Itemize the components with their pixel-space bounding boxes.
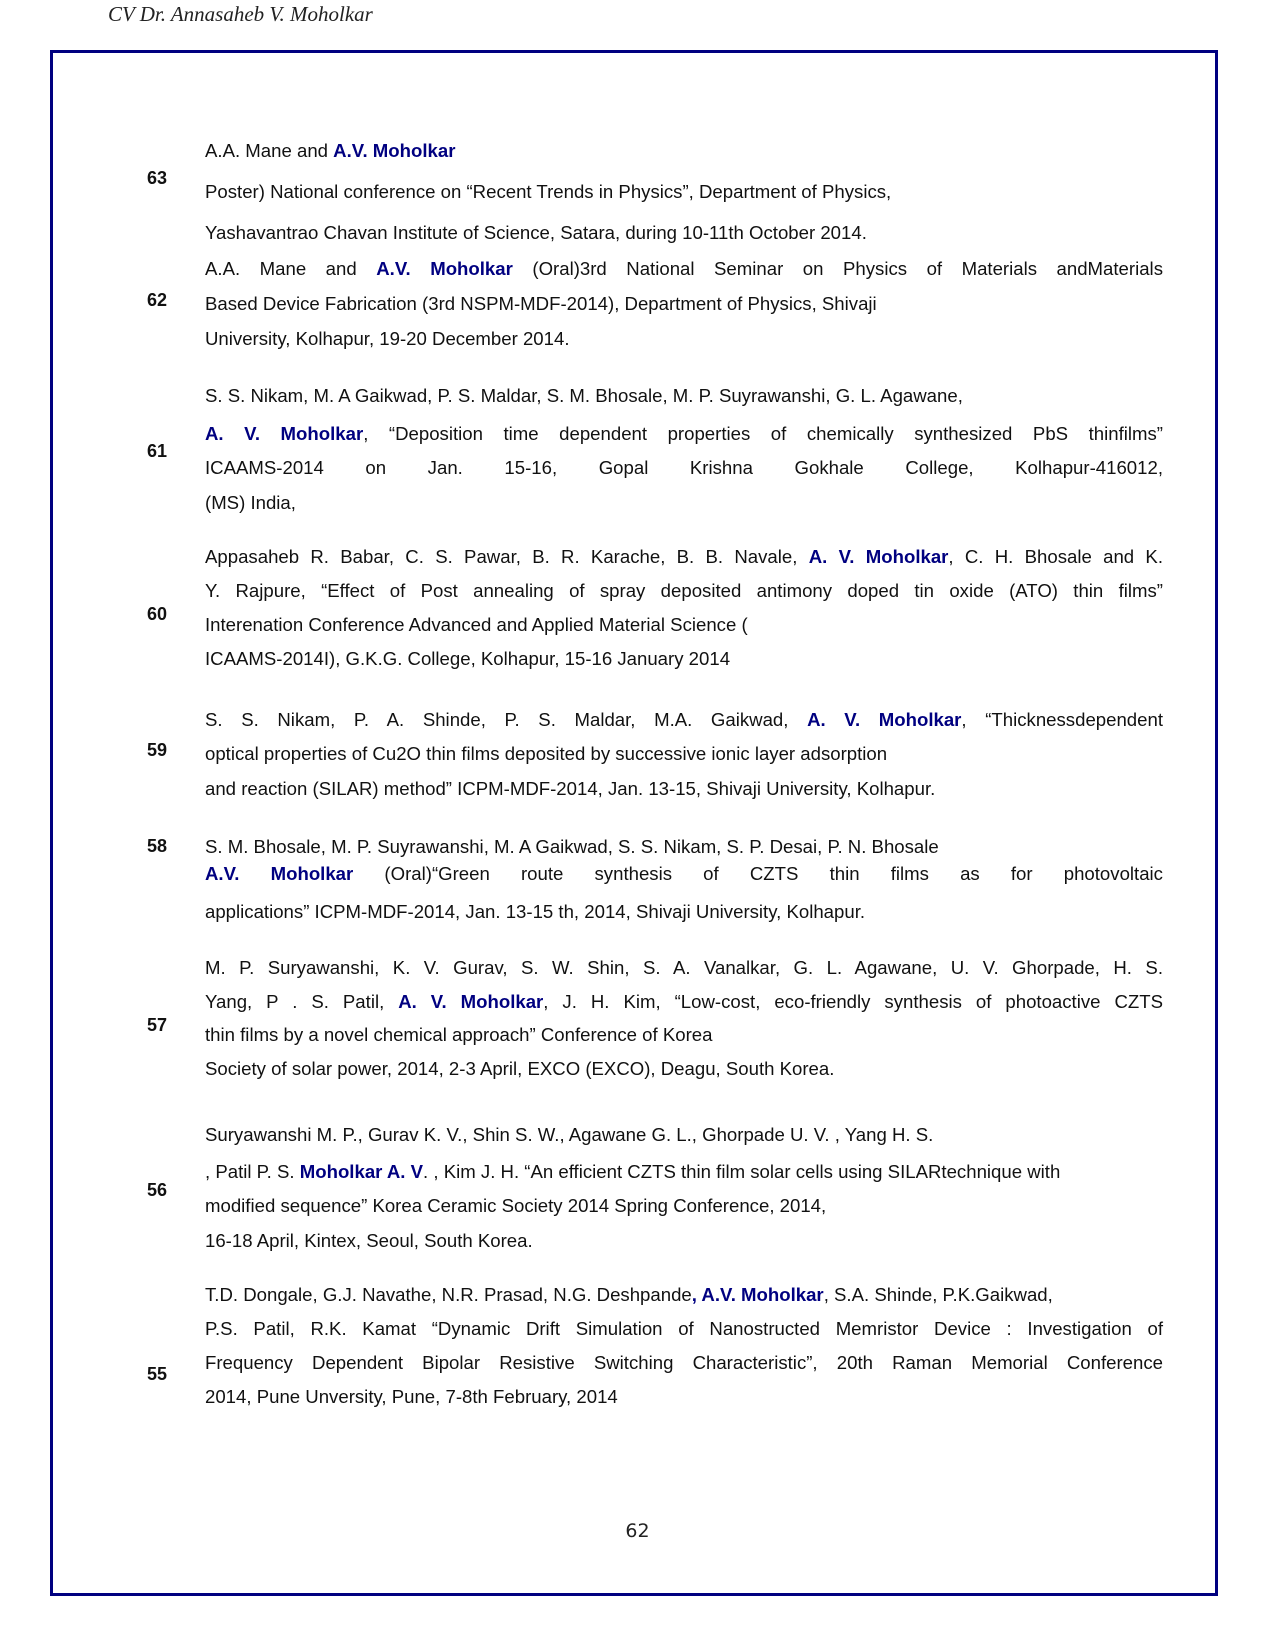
highlighted-author: A.V. Moholkar	[333, 140, 456, 161]
entry-line	[205, 546, 1163, 568]
highlighted-author: A. V. Moholkar	[398, 991, 544, 1012]
entry-line	[205, 709, 1163, 731]
entry-text: , “Deposition time dependent properties of chemically synthesized PbS thinfilms”	[363, 423, 1163, 444]
entry-line	[205, 385, 963, 407]
entry-text: Appasaheb R. Babar, C. S. Pawar, B. R. Karache, B. B. Navale,	[205, 546, 809, 567]
highlighted-author: A.V. Moholkar	[376, 258, 513, 279]
entry-number: 59	[147, 740, 168, 760]
entry-text: 16-18 April, Kintex, Seoul, South Korea.	[205, 1230, 533, 1251]
entry-line	[205, 1230, 533, 1252]
entry-text: (MS) India,	[205, 492, 296, 513]
entry-line	[205, 457, 1163, 479]
entry-line	[205, 1284, 1053, 1306]
entry-text: 2014, Pune Unversity, Pune, 7-8th February, 2014	[205, 1386, 618, 1407]
entry-text: (Oral)3rd National Seminar on Physics of Materials andMaterials	[512, 258, 1163, 279]
entry-number: 56	[147, 1180, 168, 1200]
entry-line	[205, 1161, 1060, 1183]
entry-text: Yang, P . S. Patil,	[205, 991, 399, 1012]
entry-line	[205, 328, 570, 350]
highlighted-author: A.V. Moholkar	[205, 863, 354, 884]
entry-text: S. S. Nikam, M. A Gaikwad, P. S. Maldar, S. M. Bhosale, M. P. Suyrawanshi, G. L. Agawane,	[205, 385, 963, 406]
running-header: CV Dr. Annasaheb V. Moholkar	[108, 2, 373, 26]
entry-text: Interenation Conference Advanced and Applied Material Science (	[205, 614, 748, 635]
entry-text: thin films by a novel chemical approach” Conference of Korea	[205, 1024, 713, 1045]
entry-line	[205, 991, 1163, 1013]
entry-text: optical properties of Cu2O thin films deposited by successive ionic layer adsorption	[205, 743, 888, 764]
entry-line	[205, 423, 1163, 445]
entry-line	[205, 580, 1163, 602]
entry-text: applications” ICPM-MDF-2014, Jan. 13-15 th, 2014, Shivaji University, Kolhapur.	[205, 901, 866, 922]
entry-text: , “Thicknessdependent	[961, 709, 1163, 730]
entry-text: Suryawanshi M. P., Gurav K. V., Shin S. W., Agawane G. L., Ghorpade U. V. , Yang H. S.	[205, 1124, 934, 1145]
entry-text: (Oral)“Green route synthesis of CZTS thin films as for photovoltaic	[353, 863, 1163, 884]
entry-line	[205, 1195, 826, 1217]
entry-number: 61	[147, 441, 168, 461]
highlighted-author: A. V. Moholkar	[807, 709, 962, 730]
entry-line	[205, 1352, 1163, 1374]
entry-text: Based Device Fabrication (3rd NSPM-MDF-2014), Department of Physics, Shivaji	[205, 293, 877, 314]
entry-text: Yashavantrao Chavan Institute of Science, Satara, during 10-11th October 2014.	[205, 222, 867, 243]
entry-number: 60	[147, 604, 168, 624]
entry-line	[205, 836, 939, 858]
entry-text: T.D. Dongale, G.J. Navathe, N.R. Prasad, N.G. Deshpande	[205, 1284, 692, 1305]
entry-text: modified sequence” Korea Ceramic Society 2014 Spring Conference, 2014,	[205, 1195, 827, 1216]
entry-text: , C. H. Bhosale and K.	[948, 546, 1164, 567]
entry-line	[205, 1318, 1163, 1340]
entry-text: , Patil P. S.	[205, 1161, 300, 1182]
entry-text: Frequency Dependent Bipolar Resistive Switching Characteristic”, 20th Raman Memorial Conference	[205, 1352, 1163, 1373]
entry-line	[205, 1386, 618, 1408]
entry-line	[205, 492, 296, 514]
entry-number: 57	[147, 1015, 168, 1035]
highlighted-author: A. V. Moholkar	[205, 423, 364, 444]
entry-text: and reaction (SILAR) method” ICPM-MDF-2014, Jan. 13-15, Shivaji University, Kolhapur.	[205, 778, 936, 799]
page-number: 62	[625, 1520, 650, 1542]
entry-text: Y. Rajpure, “Effect of Post annealing of spray deposited antimony doped tin oxide (ATO) thin films”	[205, 580, 1163, 601]
entry-line	[205, 743, 887, 765]
entry-line	[205, 1024, 712, 1046]
entry-number: 62	[147, 290, 168, 310]
entry-number: 58	[147, 836, 168, 856]
entry-text: S. S. Nikam, P. A. Shinde, P. S. Maldar, M.A. Gaikwad,	[205, 709, 808, 730]
entry-text: A.A. Mane and	[205, 258, 377, 279]
entry-number: 63	[147, 168, 168, 188]
highlighted-author: A. V. Moholkar	[808, 546, 949, 567]
entry-line	[205, 863, 1163, 885]
entry-line	[205, 901, 865, 923]
entry-line	[205, 614, 748, 636]
entry-text: , J. H. Kim, “Low-cost, eco-friendly synthesis of photoactive CZTS	[543, 991, 1164, 1012]
entry-text: University, Kolhapur, 19-20 December 2014.	[205, 328, 570, 349]
entry-line	[205, 648, 730, 670]
entry-text: , S.A. Shinde, P.K.Gaikwad,	[823, 1284, 1053, 1305]
entry-line	[205, 1124, 933, 1146]
entry-line	[205, 293, 877, 315]
entry-text: A.A. Mane and	[205, 140, 334, 161]
entry-text: Poster) National conference on “Recent Trends in Physics”, Department of Physics,	[205, 181, 892, 202]
highlighted-author: , A.V. Moholkar	[691, 1284, 824, 1305]
entry-line	[205, 222, 867, 244]
entry-text: ICAAMS-2014 on Jan. 15-16, Gopal Krishna Gokhale College, Kolhapur-416012,	[205, 457, 1163, 478]
entry-number: 55	[147, 1364, 168, 1384]
entry-line	[205, 1058, 834, 1080]
entry-line	[205, 778, 935, 800]
highlighted-author: Moholkar A. V	[299, 1161, 424, 1182]
entry-text: S. M. Bhosale, M. P. Suyrawanshi, M. A Gaikwad, S. S. Nikam, S. P. Desai, P. N. Bhosale	[205, 836, 939, 857]
entry-line	[205, 140, 455, 162]
entry-text: Society of solar power, 2014, 2-3 April, EXCO (EXCO), Deagu, South Korea.	[205, 1058, 835, 1079]
entry-text: P.S. Patil, R.K. Kamat “Dynamic Drift Simulation of Nanostructed Memristor Device : Investigation of	[205, 1318, 1163, 1339]
entry-text: ICAAMS-2014I), G.K.G. College, Kolhapur, 15-16 January 2014	[205, 648, 731, 669]
entry-line	[205, 181, 891, 203]
entry-text: M. P. Suryawanshi, K. V. Gurav, S. W. Shin, S. A. Vanalkar, G. L. Agawane, U. V. Ghorpade, H. S.	[205, 957, 1163, 978]
entry-text: . , Kim J. H. “An efficient CZTS thin film solar cells using SILARtechnique with	[423, 1161, 1061, 1182]
entry-line	[205, 957, 1163, 979]
entry-line	[205, 258, 1163, 280]
